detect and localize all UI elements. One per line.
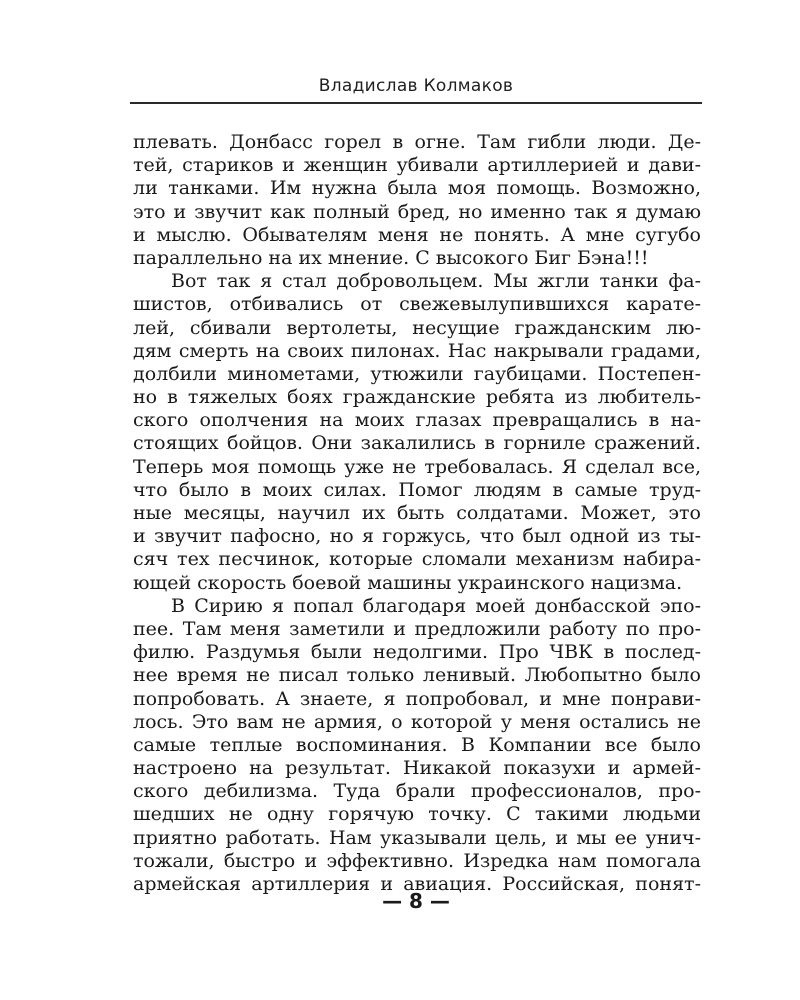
- text-line: шедших не одну горячую точку. С такими людьми: [133, 803, 701, 826]
- text-line: долбили минометами, утюжили гаубицами. Постепен-: [133, 362, 701, 385]
- header-rule: [130, 102, 702, 104]
- page-number: — 8 —: [382, 889, 450, 913]
- text-line: сяч тех песчинок, которые сломали механизм набира-: [133, 548, 701, 571]
- text-line: настроено на результат. Никакой показухи и армей-: [133, 757, 701, 780]
- running-head-author: Владислав Колмаков: [318, 76, 514, 96]
- text-line: шистов, отбивались от свежевылупившихся карате-: [133, 293, 701, 316]
- text-line: тожали, быстро и эффективно. Изредка нам помогала: [133, 849, 701, 872]
- text-line: но в тяжелых боях гражданские ребята из любитель-: [133, 386, 701, 409]
- text-line: дям смерть на своих пилонах. Нас накрывали градами,: [133, 339, 701, 362]
- text-line: армейская артиллерия и авиация. Российская, понят-: [133, 873, 701, 895]
- text-line: стоящих бойцов. Они закалились в горниле сражений.: [133, 432, 701, 455]
- text-line: Вот так я стал добровольцем. Мы жгли танки фа-: [171, 270, 701, 293]
- text-line: тей, стариков и женщин убивали артиллерией и дави-: [133, 154, 701, 177]
- text-line: что было в моих силах. Помог людям в самые труд-: [133, 478, 701, 501]
- text-line: ющей скорость боевой машины украинского нацизма.: [133, 571, 683, 594]
- text-line: это и звучит как полный бред, но именно так я думаю: [133, 200, 701, 223]
- text-line: лей, сбивали вертолеты, несущие гражданским лю-: [133, 316, 701, 339]
- text-line: ные месяцы, научил их быть солдатами. Может, это: [133, 502, 701, 524]
- text-line: Теперь моя помощь уже не требовалась. Я сделал все,: [133, 455, 701, 478]
- text-line: ского дебилизма. Туда брали профессионалов, про-: [133, 780, 701, 803]
- body-text: [133, 131, 701, 896]
- text-line: филю. Раздумья были недолгими. Про ЧВК в послед-: [133, 641, 701, 664]
- text-line: плевать. Донбасс горел в огне. Там гибли люди. Де-: [133, 131, 701, 153]
- text-line: ли танками. Им нужна была моя помощь. Возможно,: [133, 177, 701, 200]
- text-line: пее. Там меня заметили и предложили работу по про-: [133, 617, 701, 640]
- text-line: параллельно на их мнение. С высокого Биг Бэна!!!: [133, 246, 649, 269]
- text-line: и мыслю. Обывателям меня не понять. А мне сугубо: [133, 223, 701, 246]
- text-line: и звучит пафосно, но я горжусь, что был одной из ты-: [133, 525, 701, 548]
- text-line: нее время не писал только ленивый. Любопытно было: [133, 664, 701, 687]
- text-line: попробовать. А знаете, я попробовал, и мне понрави-: [133, 687, 701, 710]
- text-line: приятно работать. Нам указывали цель, и мы ее унич-: [133, 826, 701, 849]
- text-line: самые теплые воспоминания. В Компании все было: [133, 733, 701, 756]
- text-line: В Сирию я попал благодаря моей донбасской эпо-: [171, 594, 701, 617]
- text-line: ского ополчения на моих глазах превращались в на-: [133, 409, 701, 432]
- text-line: лось. Это вам не армия, о которой у меня остались не: [133, 710, 701, 733]
